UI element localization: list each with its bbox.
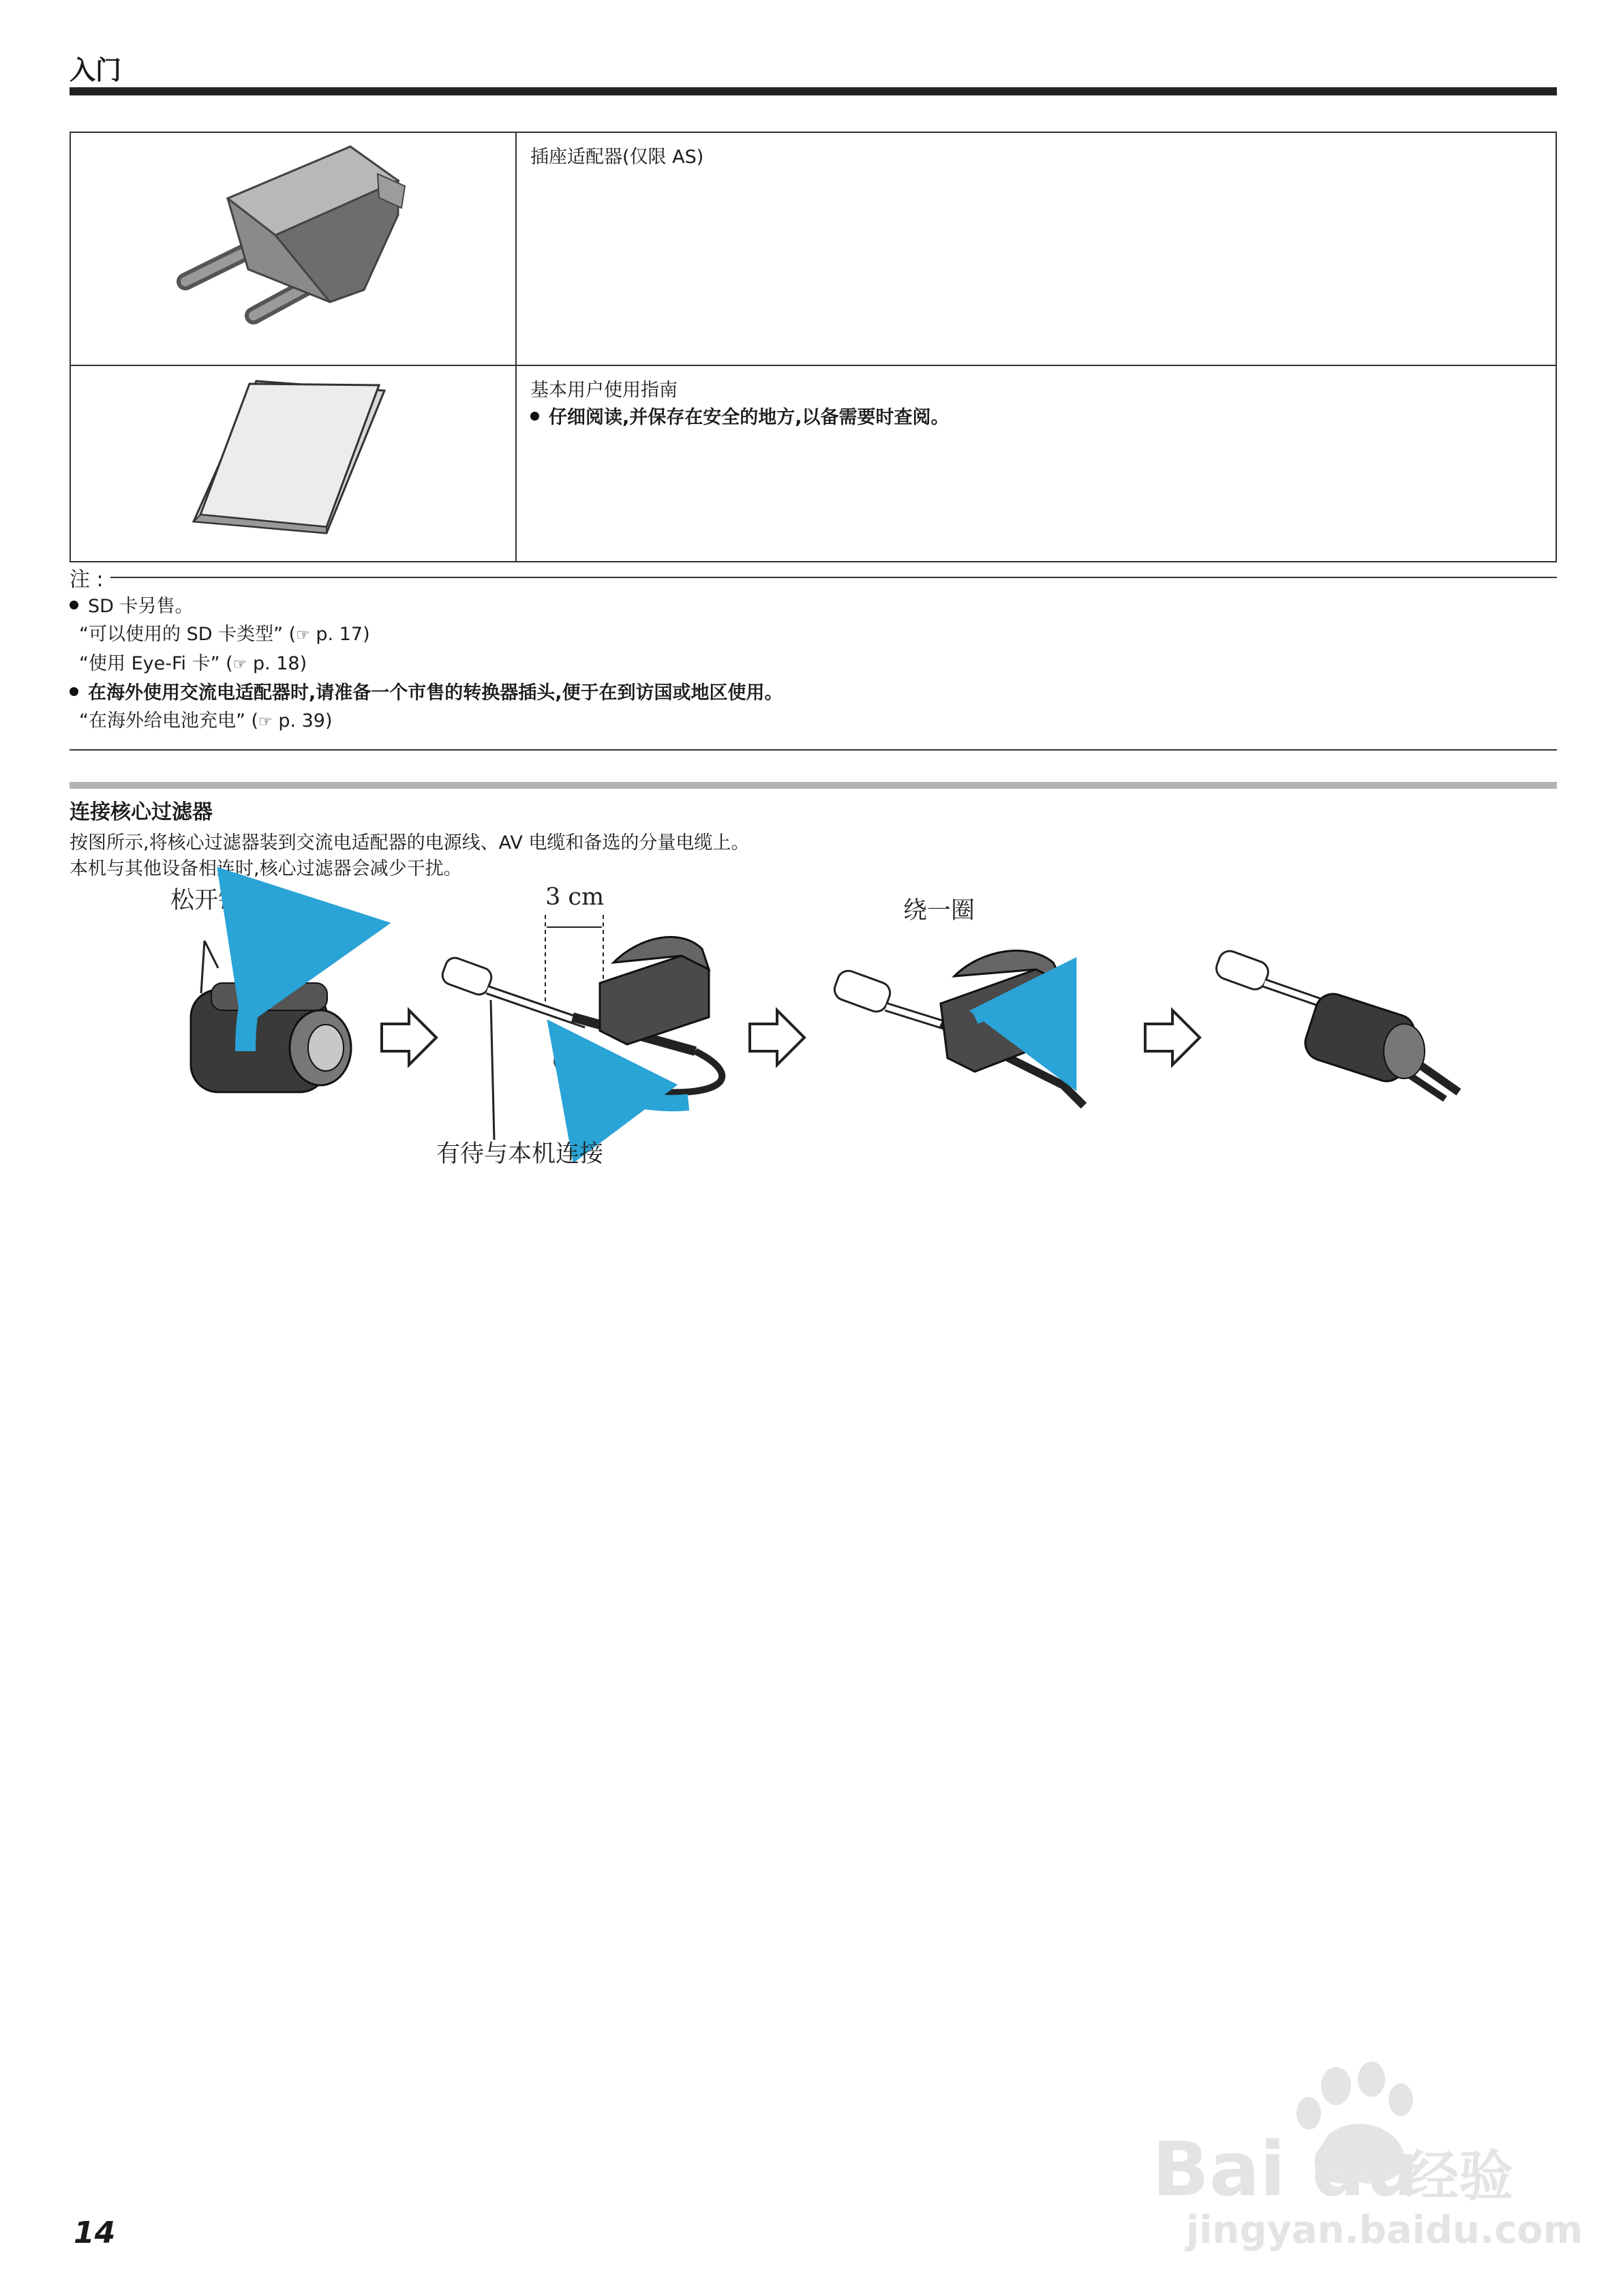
page-number: 14 <box>74 2216 116 2250</box>
note-bottom-rule <box>70 749 1557 751</box>
section-rule <box>70 782 1557 789</box>
baidu-watermark <box>1132 2059 1583 2259</box>
note-heading-row <box>70 562 1557 592</box>
note-heading: 注 : <box>70 568 104 592</box>
page-header-title: 入门 <box>70 55 122 85</box>
reference-page: p. 39) <box>278 710 333 731</box>
reference-page: p. 17) <box>316 624 370 645</box>
device-label: 有待与本机连接 <box>436 1141 604 1168</box>
plug-adapter-cell <box>70 132 516 365</box>
manual-bullet-text: 仔细阅读,并保存在安全的地方,以备需要时查阅。 <box>549 407 950 428</box>
plug-adapter-desc <box>516 132 1556 365</box>
section-title: 连接核心过滤器 <box>70 800 213 824</box>
section-desc-line: 按图所示,将核心过滤器装到交流电适配器的电源线、AV 电缆和备选的分量电缆上。 <box>70 832 750 854</box>
core-filter-diagram <box>164 881 1472 1174</box>
wrap-label: 绕一圈 <box>903 897 975 924</box>
pointing-hand-icon: ☞ <box>232 656 247 674</box>
section-desc-line: 本机与其他设备相连时,核心过滤器会减少干扰。 <box>70 858 462 879</box>
reference-text: “在海外给电池充电” ( <box>79 710 259 731</box>
bullet-icon <box>70 601 78 609</box>
list-item <box>70 592 1557 620</box>
pointing-hand-icon: ☞ <box>296 626 310 644</box>
watermark-brand: Bai du <box>1152 2126 1419 2213</box>
reference-text: “使用 Eye-Fi 卡” ( <box>79 653 233 674</box>
plug-adapter-title: 插座适配器(仅限 AS) <box>530 147 704 168</box>
pointing-hand-icon: ☞ <box>258 713 273 731</box>
manual-booklet-icon <box>71 366 515 550</box>
reference-page: p. 18) <box>252 653 307 674</box>
manual-title: 基本用户使用指南 <box>530 380 678 401</box>
note-item-text: SD 卡另售。 <box>88 596 194 617</box>
core-filter-wrap-illustration <box>832 951 1084 1106</box>
manual-cell <box>70 365 516 562</box>
note-reference[interactable] <box>70 707 1557 736</box>
reference-text: “可以使用的 SD 卡类型” ( <box>79 624 297 645</box>
release-label: 松开锁扣 <box>170 887 267 914</box>
note-reference[interactable] <box>70 650 1557 679</box>
core-filter-open-illustration <box>440 915 722 1140</box>
core-filter-attached-illustration <box>1213 948 1459 1099</box>
list-item <box>70 679 1557 707</box>
arrow-right-icon <box>750 1010 804 1065</box>
plug-adapter-icon <box>71 133 515 354</box>
watermark-url: jingyan.baidu.com <box>1186 2208 1583 2252</box>
bullet-icon <box>530 412 539 421</box>
table-row <box>70 365 1556 562</box>
note-block <box>70 562 1557 736</box>
baidu-paw-logo <box>1132 2059 1583 2256</box>
bullet-icon <box>70 687 78 696</box>
note-item-text: 在海外使用交流电适配器时,请准备一个市售的转换器插头,便于在到访国或地区使用。 <box>88 682 783 704</box>
note-rule <box>110 577 1557 578</box>
manual-desc <box>516 365 1556 562</box>
arrow-right-icon <box>1145 1010 1200 1065</box>
core-filter-closed-illustration <box>191 935 351 1092</box>
accessories-table <box>70 132 1557 562</box>
list-item <box>530 404 1542 432</box>
section-description <box>70 830 749 882</box>
distance-label: 3 cm <box>545 883 605 911</box>
arrow-right-icon <box>382 1010 436 1065</box>
watermark-cn: 经验 <box>1404 2145 1513 2208</box>
table-row <box>70 132 1556 365</box>
header-rule <box>70 87 1557 95</box>
note-reference[interactable] <box>70 620 1557 650</box>
